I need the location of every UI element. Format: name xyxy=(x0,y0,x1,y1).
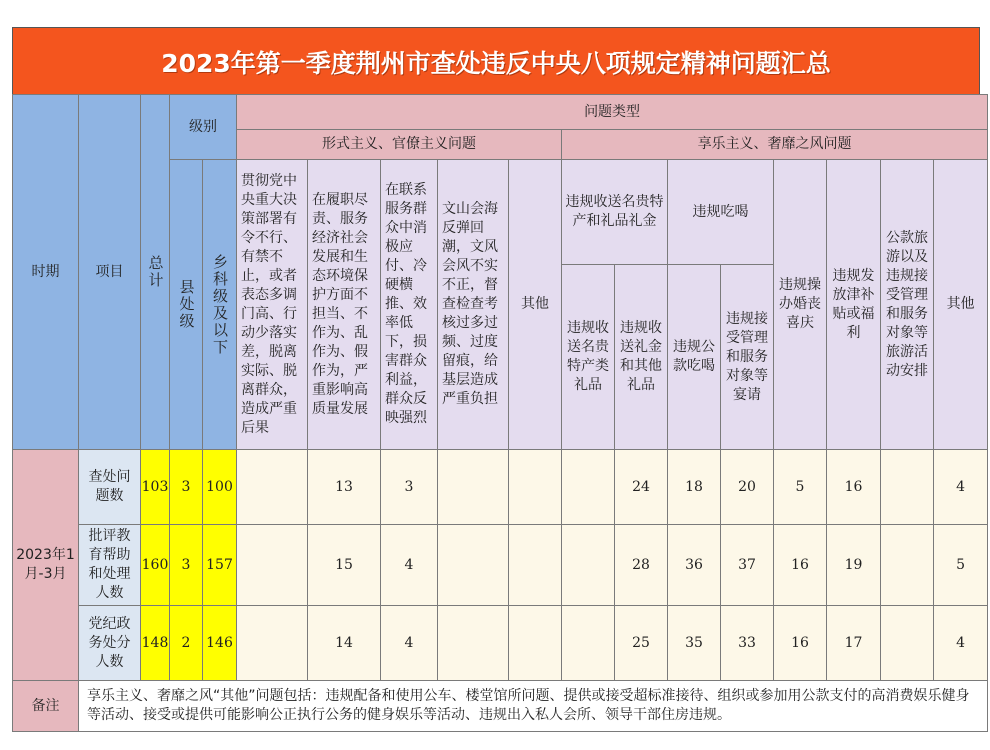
h4-cell: 37 xyxy=(721,525,774,606)
hedonism-col-2: 违规收送礼金和其他礼品 xyxy=(615,265,668,450)
formalism-col-2: 在履职尽责、服务经济社会发展和生态环境保护方面不担当、不作为、乱作为、假作为，严重影响高质量发展 xyxy=(308,160,381,450)
h6-cell: 16 xyxy=(827,450,881,525)
total-cell: 103 xyxy=(141,450,170,525)
f5-cell xyxy=(509,450,562,525)
f1-cell xyxy=(237,606,308,681)
formalism-col-3: 在联系服务群众中消极应付、冷硬横推、效率低下，损害群众利益，群众反映强烈 xyxy=(381,160,438,450)
f5-cell xyxy=(509,606,562,681)
total-header: 总计 xyxy=(141,95,170,450)
formalism-header: 形式主义、官僚主义问题 xyxy=(237,130,562,160)
h7-cell xyxy=(881,450,934,525)
sheet-title: 2023年第一季度荆州市查处违反中央八项规定精神问题汇总 xyxy=(12,27,980,96)
h8-cell: 4 xyxy=(934,606,988,681)
f1-cell xyxy=(237,450,308,525)
f4-cell xyxy=(438,525,509,606)
h1-cell xyxy=(562,606,615,681)
note-row xyxy=(13,681,988,732)
hedonism-col-5: 违规操办婚丧喜庆 xyxy=(774,160,827,450)
note-text: 享乐主义、奢靡之风“其他”问题包括：违规配备和使用公车、楼堂馆所问题、提供或接受超标准接待、组织或参加用公款支付的高消费娱乐健身等活动、接受或提供可能影响公正执行公务的健身娱乐等活动、违规出入私人会所、领导干部住房违规。 xyxy=(79,681,988,732)
h3-cell: 35 xyxy=(668,606,721,681)
row-label: 查处问题数 xyxy=(79,450,141,525)
f4-cell xyxy=(438,450,509,525)
f3-cell: 3 xyxy=(381,450,438,525)
county-cell: 3 xyxy=(170,450,203,525)
f2-cell: 13 xyxy=(308,450,381,525)
item-header: 项目 xyxy=(79,95,141,450)
h8-cell: 4 xyxy=(934,450,988,525)
meal-group-header: 违规吃喝 xyxy=(668,160,774,265)
summary-table xyxy=(12,94,988,732)
hedonism-col-other: 其他 xyxy=(934,160,988,450)
table-row xyxy=(13,525,988,606)
h5-cell: 16 xyxy=(774,525,827,606)
township-level-header: 乡科级及以下 xyxy=(203,160,237,450)
summary-sheet xyxy=(12,27,980,739)
f1-cell xyxy=(237,525,308,606)
row-label: 党纪政务处分人数 xyxy=(79,606,141,681)
table-row xyxy=(13,606,988,681)
problem-type-header: 问题类型 xyxy=(237,95,988,130)
f2-cell: 15 xyxy=(308,525,381,606)
township-cell: 146 xyxy=(203,606,237,681)
hedonism-col-1: 违规收送名贵特产类礼品 xyxy=(562,265,615,450)
formalism-col-1: 贯彻党中央重大决策部署有令不行、有禁不止，或者表态多调门高、行动少落实差，脱离实际、脱离群众，造成严重后果 xyxy=(237,160,308,450)
township-cell: 100 xyxy=(203,450,237,525)
county-level-header: 县处级 xyxy=(170,160,203,450)
h5-cell: 5 xyxy=(774,450,827,525)
gift-group-header: 违规收送名贵特产和礼品礼金 xyxy=(562,160,668,265)
formalism-col-other: 其他 xyxy=(509,160,562,450)
hedonism-col-6: 违规发放津补贴或福利 xyxy=(827,160,881,450)
h2-cell: 28 xyxy=(615,525,668,606)
township-cell: 157 xyxy=(203,525,237,606)
period-cell: 2023年1月-3月 xyxy=(13,450,79,681)
f3-cell: 4 xyxy=(381,606,438,681)
h2-cell: 24 xyxy=(615,450,668,525)
level-header: 级别 xyxy=(170,95,237,160)
total-cell: 148 xyxy=(141,606,170,681)
county-cell: 2 xyxy=(170,606,203,681)
hedonism-col-7: 公款旅游以及违规接受管理和服务对象等旅游活动安排 xyxy=(881,160,934,450)
hedonism-header: 享乐主义、奢靡之风问题 xyxy=(562,130,988,160)
h1-cell xyxy=(562,450,615,525)
hedonism-col-3: 违规公款吃喝 xyxy=(668,265,721,450)
total-cell: 160 xyxy=(141,525,170,606)
row-label: 批评教育帮助和处理人数 xyxy=(79,525,141,606)
f2-cell: 14 xyxy=(308,606,381,681)
h2-cell: 25 xyxy=(615,606,668,681)
h7-cell xyxy=(881,606,934,681)
h1-cell xyxy=(562,525,615,606)
f3-cell: 4 xyxy=(381,525,438,606)
h4-cell: 33 xyxy=(721,606,774,681)
h6-cell: 19 xyxy=(827,525,881,606)
h7-cell xyxy=(881,525,934,606)
table-row xyxy=(13,450,988,525)
county-cell: 3 xyxy=(170,525,203,606)
h3-cell: 36 xyxy=(668,525,721,606)
h6-cell: 17 xyxy=(827,606,881,681)
h8-cell: 5 xyxy=(934,525,988,606)
f4-cell xyxy=(438,606,509,681)
formalism-col-4: 文山会海反弹回潮，文风会风不实不正，督查检查考核过多过频、过度留痕，给基层造成严重负担 xyxy=(438,160,509,450)
hedonism-col-4: 违规接受管理和服务对象等宴请 xyxy=(721,265,774,450)
note-label: 备注 xyxy=(13,681,79,732)
f5-cell xyxy=(509,525,562,606)
period-header: 时期 xyxy=(13,95,79,450)
h5-cell: 16 xyxy=(774,606,827,681)
h4-cell: 20 xyxy=(721,450,774,525)
h3-cell: 18 xyxy=(668,450,721,525)
